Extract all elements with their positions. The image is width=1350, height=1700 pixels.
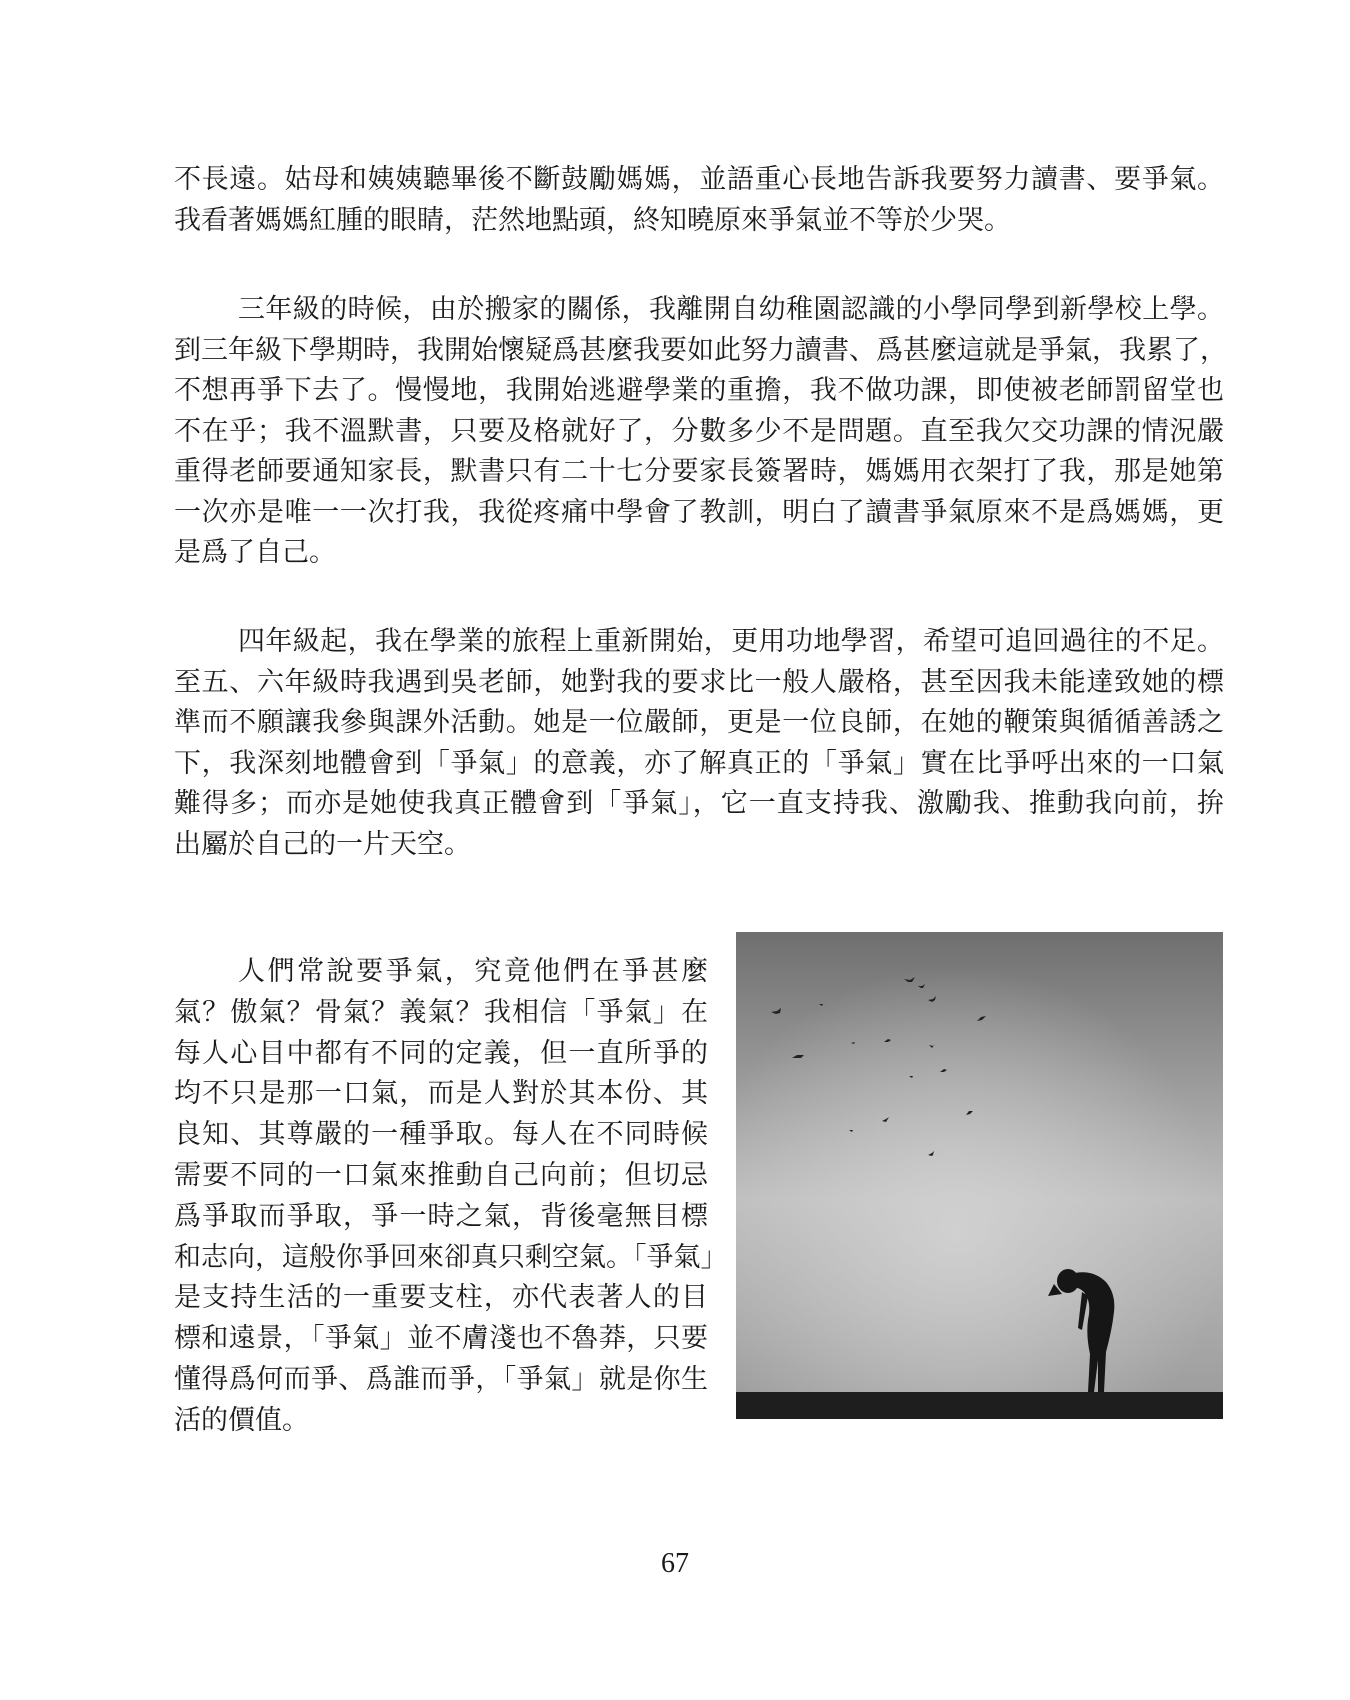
sky-glow [736,932,1223,1419]
text-line: 懂得爲何而爭、爲誰而爭，「爭氣」就是你生 [174,1363,708,1395]
text-line: 至五、六年級時我遇到吳老師，她對我的要求比一般人嚴格，甚至因我未能達致她的標 [174,666,1224,698]
text-line: 重得老師要通知家長，默書只有二十七分要家長簽署時，媽媽用衣架打了我，那是她第 [174,456,1224,487]
text-line: 一次亦是唯一一次打我，我從疼痛中學會了教訓，明白了讀書爭氣原來不是爲媽媽，更 [174,496,1224,528]
text-line: 難得多；而亦是她使我真正體會到「爭氣」，它一直支持我、激勵我、推動我向前，拚 [174,788,1224,819]
text-line: 不在乎；我不溫默書，只要及格就好了，分數多少不是問題。直至我欠交功課的情況嚴 [174,415,1224,447]
text-line: 是支持生活的一重要支柱，亦代表著人的目 [174,1282,708,1314]
text-line: 四年級起，我在學業的旅程上重新開始，更用功地學習，希望可追回過往的不足。 [238,626,1224,657]
text-line: 活的價值。 [174,1404,309,1436]
paragraph-2 [174,290,1227,574]
text-line: 不長遠。姑母和姨姨聽畢後不斷鼓勵媽媽，並語重心長地告訴我要努力讀書、要爭氣。 [174,164,1224,195]
text-line: 需要不同的一口氣來推動自己向前；但切忌 [174,1159,708,1191]
text-line: 我看著媽媽紅腫的眼睛，茫然地點頭，終知曉原來爭氣並不等於少哭。 [174,204,1011,236]
text-line: 標和遠景，「爭氣」並不膚淺也不魯莽，只要 [174,1323,708,1355]
text-line: 準而不願讓我參與課外活動。她是一位嚴師，更是一位良師，在她的鞭策與循循善誘之 [174,707,1224,738]
text-line: 不想再爭下去了。慢慢地，我開始逃避學業的重擔，我不做功課，即使被老師罰留堂也 [174,375,1224,406]
ground [736,1392,1223,1419]
text-line: 出屬於自己的一片天空。 [174,828,471,860]
silhouette-bowing-person-with-birds-photo-icon [736,932,1223,1419]
page-number: 67 [661,1548,689,1579]
text-line: 每人心目中都有不同的定義，但一直所爭的 [174,1037,708,1069]
text-line: 下，我深刻地體會到「爭氣」的意義，亦了解真正的「爭氣」實在比爭呼出來的一口氣 [174,747,1224,779]
text-line: 是爲了自己。 [174,537,336,568]
text-line: 均不只是那一口氣，而是人對於其本份、其 [174,1078,708,1110]
silhouette-photo [736,932,1223,1419]
text-line: 三年級的時候，由於搬家的關係，我離開自幼稚園認識的小學同學到新學校上學。 [238,294,1224,325]
text-line: 和志向，這般你爭回來卻真只剩空氣。「爭氣」 [174,1241,728,1273]
paragraph-4 [174,952,728,1442]
paragraph-1 [174,160,1224,241]
paragraph-3 [174,622,1224,865]
text-line: 到三年級下學期時，我開始懷疑爲甚麼我要如此努力讀書、爲甚麼這就是爭氣，我累了， [174,334,1227,366]
text-line: 人們常說要爭氣，究竟他們在爭甚麼 [238,956,708,987]
text-line: 良知、其尊嚴的一種爭取。每人在不同時候 [174,1119,708,1151]
text-line: 氣？傲氣？骨氣？義氣？我相信「爭氣」在 [174,996,708,1028]
text-line: 爲爭取而爭取，爭一時之氣，背後毫無目標 [174,1200,708,1232]
